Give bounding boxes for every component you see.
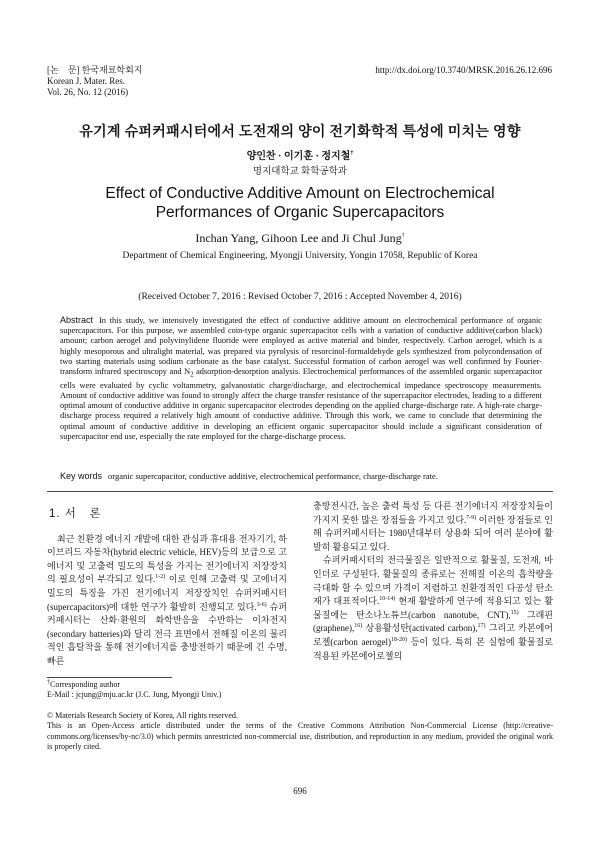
text-span: 충방전시간, 높은 출력 특성 등 다른 전기에너지 저장장치들이 가지지 못한 많은 장점들을 가지고 있다. bbox=[313, 501, 553, 525]
english-authors bbox=[0, 231, 600, 246]
english-author-names: Inchan Yang, Gihoon Lee and Ji Chul Jung bbox=[195, 231, 402, 245]
text-span: 그리고 카본에어로젤(carbon aerogel) bbox=[313, 623, 553, 647]
body-column-left bbox=[47, 500, 287, 669]
license-text: This is an Open-Access article distributed under the terms of the Creative Commons Attribution Non-Commercial License (http://creative-commons.org/licenses/by-nc/3.0) which permits unrestricted non-commercial use, distribution, and reproduction in any medium, provided the original work is properly cited. bbox=[47, 721, 553, 752]
paragraph bbox=[47, 533, 287, 669]
body-column-right bbox=[313, 500, 553, 663]
citation: 15) bbox=[510, 609, 519, 616]
doi-link[interactable]: http://dx.doi.org/10.3740/MRSK.2016.26.12.696 bbox=[375, 65, 552, 75]
corresponding-mark: † bbox=[350, 150, 354, 157]
text-span: 상용활성탄(activated carbon), bbox=[362, 623, 478, 634]
abstract-text-b: adsorption-desorption analysis. Electrochemical performances of the assembled organic supercapacitor cells were evaluated by cyclic voltammetry, galvanostatic charge/discharge, and electrochemical impedance spectroscopy measurements. Amount of conductive additive was found to strongly affect the charge transfer resistance of the supercapacitor electrodes, leading to a different optimal amount of conductive additive in organic supercapacitor electrodes depending on the applied charge-discharge rate. A high-rate charge-discharge process required a relatively high amount of conductive additive. Through this work, we came to conclude that determining the optimal amount of conductive additive in developing an efficient organic supercapacitor should include a significant consideration of supercapacitor end use, especially the rate employed for the charge-discharge process. bbox=[60, 367, 542, 441]
footnote bbox=[47, 680, 553, 701]
received-dates: (Received October 7, 2016 : Revised October 7, 2016 : Accepted November 4, 2016) bbox=[138, 292, 462, 302]
text-span: 최근 친환경 에너지 개발에 대한 관심과 휴대용 전자기기, 하이브리드 자동차(hybrid electric vehicle, HEV)등의 보급으로 고에너지 및 고출력 밀도의 특성을 가지는 전기에너지 저장장치의 필요성이 부각되고 있다. bbox=[47, 533, 287, 585]
text-span: 이로 인해 고출력 및 고에너지 밀도의 특징을 가진 전기에너지 저장장치인 슈퍼커패시터(supercapacitors)에 대한 연구가 활발히 진행되고 있다. bbox=[47, 574, 287, 612]
copyright: © Materials Research Society of Korea, All rights reserved. bbox=[47, 711, 238, 720]
paragraph bbox=[313, 554, 553, 663]
page-number: 696 bbox=[293, 786, 307, 796]
english-title-line1: Effect of Conductive Additive Amount on Electrochemical bbox=[105, 185, 495, 202]
english-title-line2: Performances of Organic Supercapacitors bbox=[155, 204, 445, 221]
citation: 16) bbox=[354, 623, 363, 630]
text-span: 이러한 장점들로 인해 슈퍼커패시터는 1980년대부터 상용화 되어 여러 분야에 활발히 활용되고 있다. bbox=[313, 514, 553, 552]
text-span: 슈퍼커패시터는 산화·환원의 화학반응을 수반하는 이차전지(secondary batteries)와 달리 전극 표면에서 전해질 이온의 물리적인 흡탈착을 통해 전기에너지를 충방전하기 때문에 긴 수명, 빠른 bbox=[47, 601, 287, 666]
citation: 18-20) bbox=[391, 636, 408, 643]
english-title bbox=[0, 184, 600, 222]
text-span: 현재 활발하게 연구에 적용되고 있는 활물질에는 탄소나노튜브(carbon nanotube, CNT), bbox=[313, 596, 554, 620]
citation: 7-9) bbox=[466, 514, 477, 521]
abstract-label: Abstract bbox=[60, 315, 94, 325]
section-number: 1. bbox=[49, 508, 61, 520]
journal-name-english: Korean J. Mater. Res. bbox=[47, 76, 125, 86]
corresponding-mark-en: † bbox=[401, 233, 405, 239]
section-heading bbox=[49, 508, 287, 522]
english-affiliation: Department of Chemical Engineering, Myongji University, Yongin 17058, Republic of Korea bbox=[122, 251, 478, 261]
citation: 1-2) bbox=[155, 574, 166, 581]
paragraph bbox=[313, 500, 553, 554]
abstract-subscript: 2 bbox=[190, 371, 194, 379]
korean-affiliation: 명지대학교 화학공학과 bbox=[252, 167, 348, 177]
abstract bbox=[60, 315, 542, 442]
korean-authors bbox=[0, 147, 600, 162]
footnote-divider bbox=[47, 677, 172, 678]
footnote-mark: † bbox=[47, 679, 50, 686]
citation: 17) bbox=[477, 623, 486, 630]
section-title: 서 론 bbox=[64, 508, 102, 520]
author-email: E-Mail : jcjung@mju.ac.kr (J.C. Jung, Myongji Univ.) bbox=[47, 690, 222, 700]
keywords-text: organic supercapacitor, conductive additive, electrochemical performance, charge-discharge rate. bbox=[108, 471, 438, 481]
keywords-label: Key words bbox=[60, 471, 103, 481]
keywords bbox=[60, 471, 542, 481]
journal-name-korean: [논 문] 한국재료학회지 bbox=[47, 65, 143, 75]
citation: 3-6) bbox=[256, 601, 267, 608]
license-block bbox=[47, 711, 553, 753]
journal-header bbox=[47, 65, 143, 98]
corresponding-author bbox=[47, 680, 553, 690]
journal-volume: Vol. 26, No. 12 (2016) bbox=[47, 87, 129, 97]
divider bbox=[47, 491, 553, 492]
korean-title: 유기계 슈퍼커패시터에서 도전재의 양이 전기화학적 특성에 미치는 영향 bbox=[79, 125, 521, 140]
text-span: 그래핀(graphene), bbox=[313, 609, 553, 634]
footnote-label: Corresponding author bbox=[50, 680, 120, 689]
korean-author-names: 양인찬 · 이기훈 · 정지철 bbox=[246, 151, 351, 162]
abstract-text-a: In this study, we intensively investigated the effect of conductive additive amount on electrochemical performance of organic supercapacitors. For this purpose, we assembled coin-type organic supercapacitor cells with a variation of conductive additive(carbon black) amount; carbon aerogel and polyvinylidene fluoride were employed as active material and binder, respectively. Carbon aerogel, which is a highly mesoporous and ultralight material, was prepared via pyrolysis of resorcinol-formaldehyde gels synthesized from polycondensation of two starting materials using sodium carbonate as the base catalyst. Successful formation of carbon aerogel was well confirmed by Fourier-transform infrared spectroscopy and N bbox=[60, 316, 542, 377]
citation: 10-14) bbox=[379, 596, 396, 603]
text-span: 등이 있다. 특히 본 실험에 활물질로 적용된 카본에어로젤의 bbox=[313, 636, 554, 661]
text-span: 슈퍼커패시터의 전극물질은 일반적으로 활물질, 도전재, 바인더로 구성된다. 활물질의 종류로는 전해질 이온의 흡착량을 극대화 할 수 있으며 가격이 저렴하고 친환경적인 다공성 탄소재가 대표적이다. bbox=[313, 555, 553, 607]
